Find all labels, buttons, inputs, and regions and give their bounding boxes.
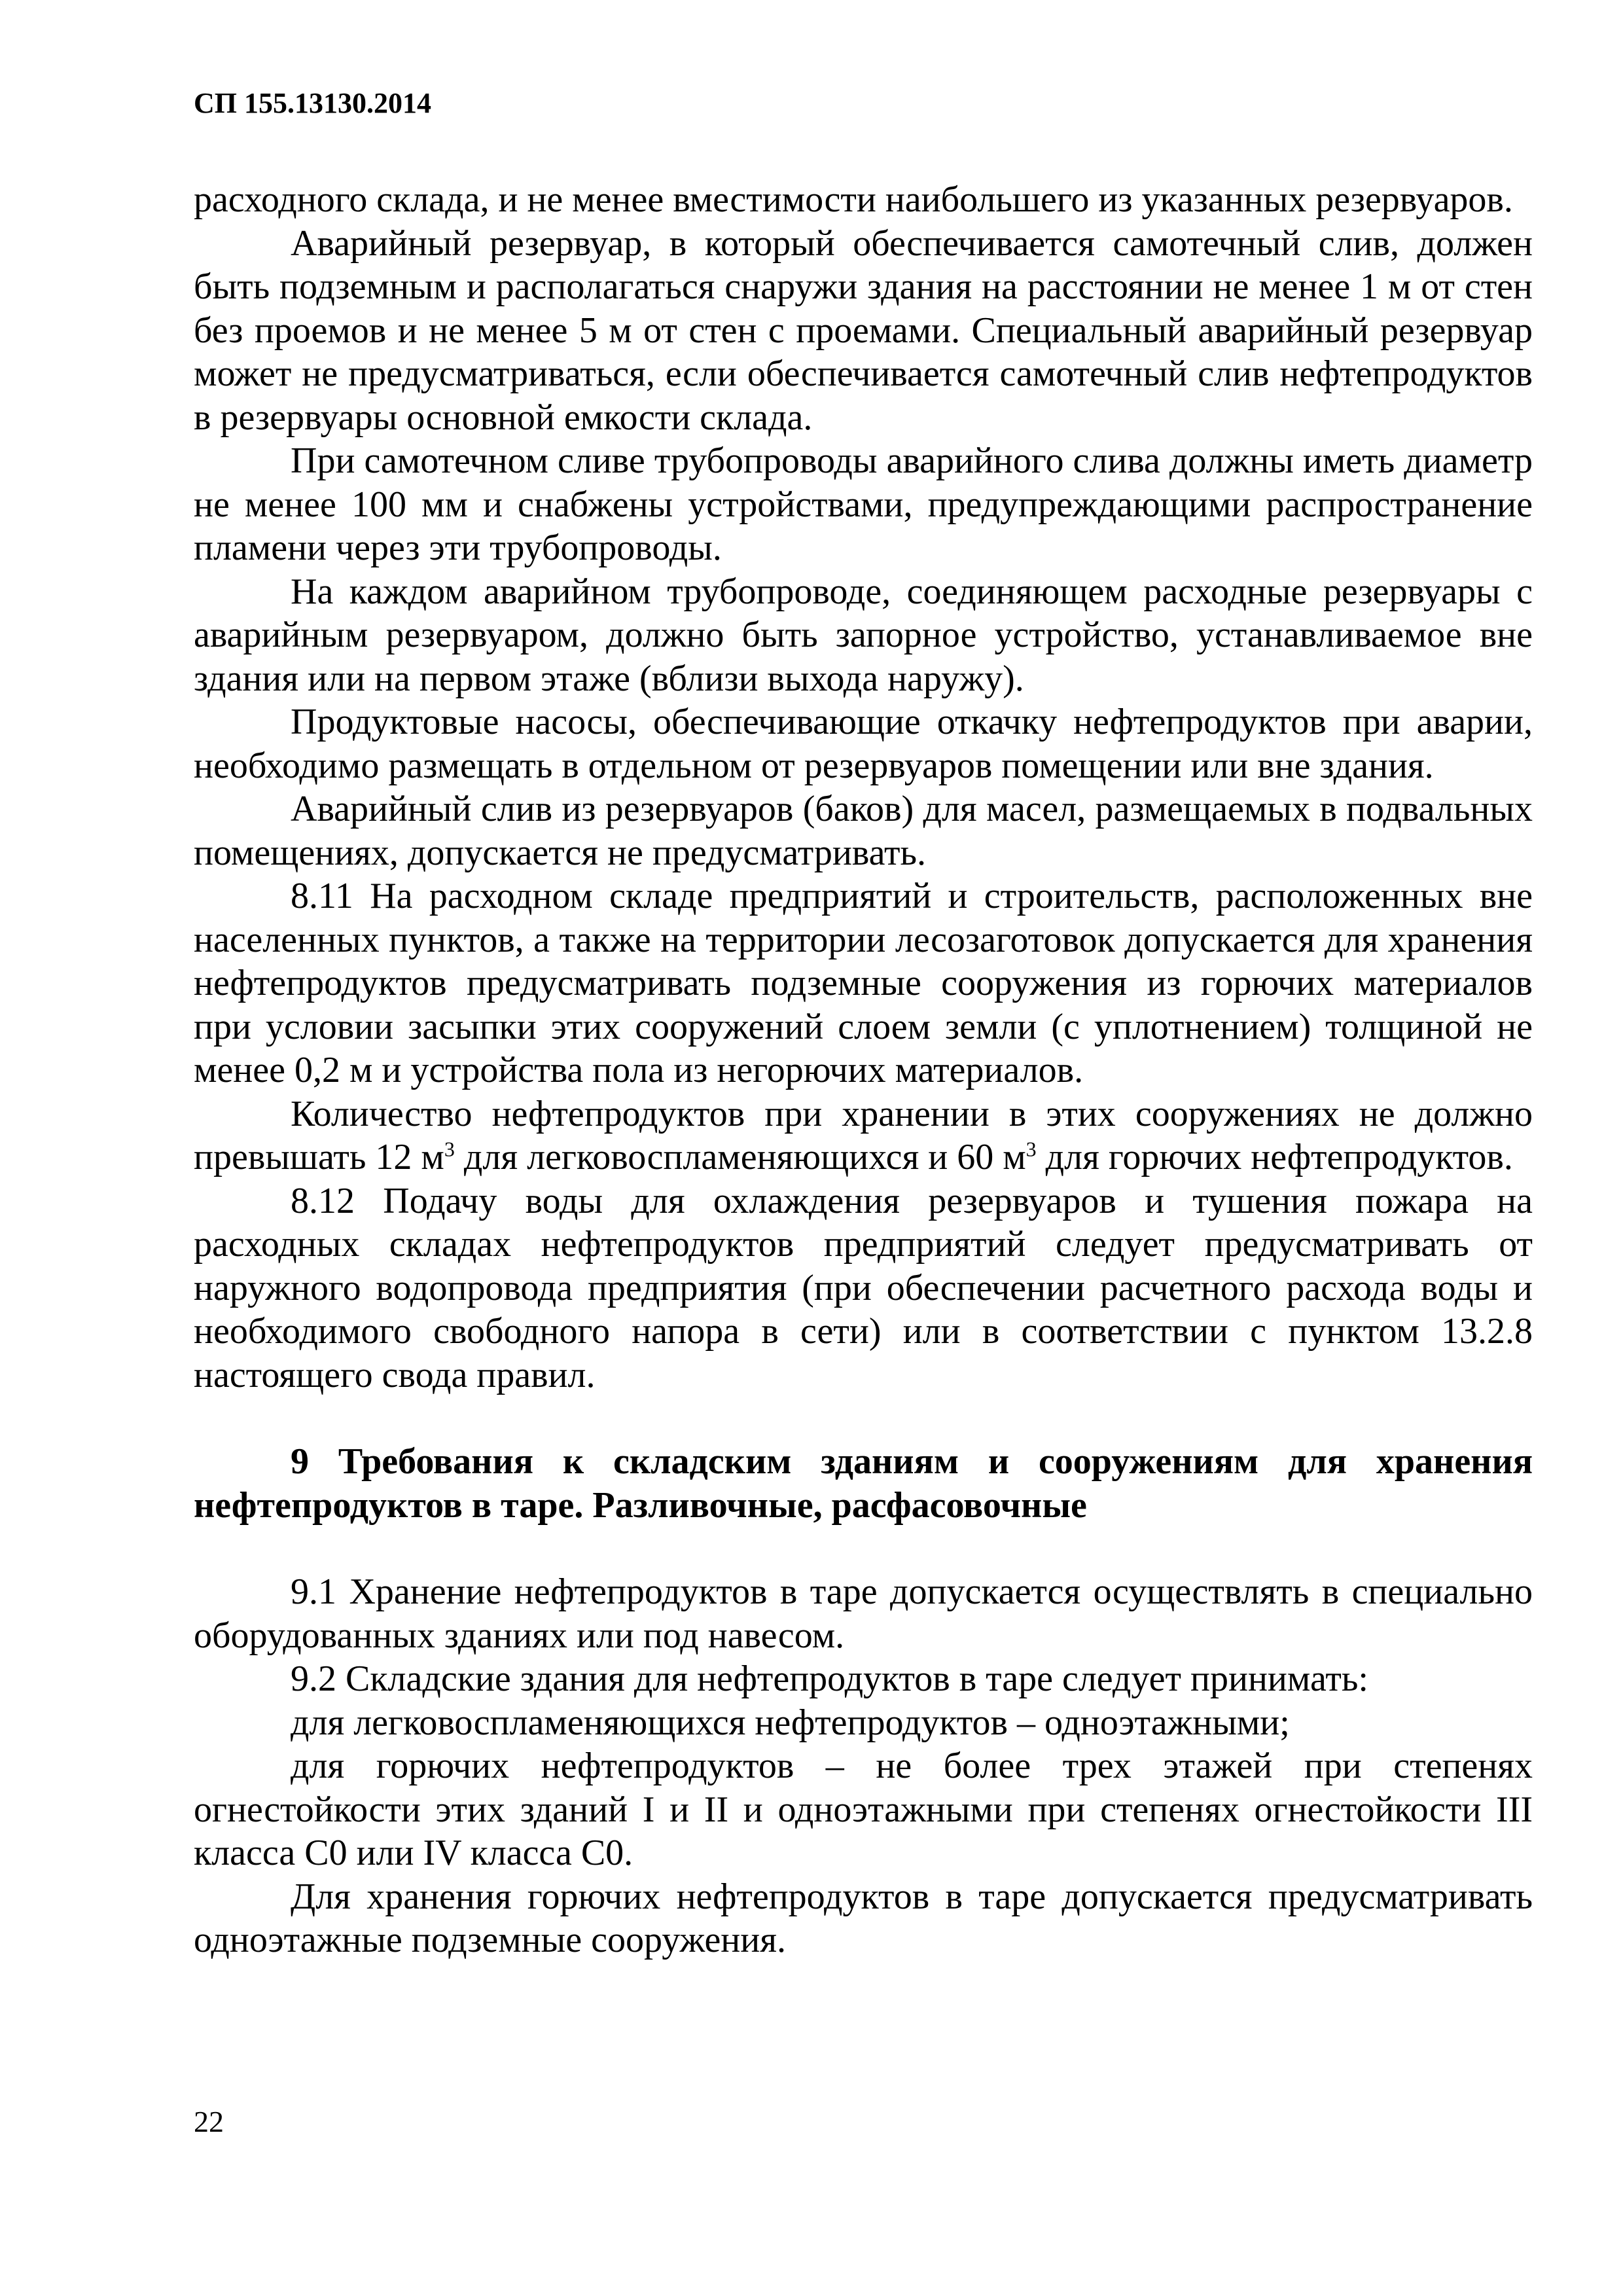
paragraph-continuation: расходного склада, и не менее вместимости наибольшего из указанных резервуаров. <box>194 179 1513 220</box>
paragraph-emergency-tank: Аварийный резервуар, в который обеспечивается самотечный слив, должен быть подземным и располагаться снаружи здания на расстоянии не менее 1 м от стен без проемов и не менее 5 м от стен с проемами. Специальный аварийный резервуар может не предусматриваться, если обеспечивается самотечный слив нефтепродуктов в резервуары основной емкости склада. <box>194 223 1533 438</box>
quantity-text-2: для легковоспламеняющихся и 60 м <box>454 1137 1026 1177</box>
quantity-text-3: для горючих нефтепродуктов. <box>1036 1137 1513 1177</box>
paragraph-8-12: 8.12 Подачу воды для охлаждения резервуаров и тушения пожара на расходных складах нефтепродуктов предприятий следует предусматривать от наружного водопровода предприятия (при обеспечении расчетного расхода воды и необходимого свободного напора в сети) или в соответствии с пунктом 13.2.8 настоящего свода правил. <box>194 1180 1533 1395</box>
paragraph-flammable: для легковоспламеняющихся нефтепродуктов – одноэтажными; <box>291 1702 1290 1743</box>
document-code-header: СП 155.13130.2014 <box>194 87 431 119</box>
paragraph-8-11: 8.11 На расходном складе предприятий и строительств, расположенных вне населенных пунктов, а также на территории лесозаготовок допускается для хранения нефтепродуктов предусматривать подземные сооружения из горючих материалов при условии засыпки этих сооружений слоем земли (с уплотнением) толщиной не менее 0,2 м и устройства пола из негорючих материалов. <box>194 876 1533 1090</box>
superscript-cubic-1: 3 <box>444 1137 455 1161</box>
paragraph-gravity-drain: При самотечном сливе трубопроводы аварийного слива должны иметь диаметр не менее 100 мм и снабжены устройствами, предупреждающими распространение пламени через эти трубопроводы. <box>194 440 1533 568</box>
paragraph-combustible: для горючих нефтепродуктов – не более трех этажей при степенях огнестойкости этих зданий I и II и одноэтажными при степенях огнестойкости III класса С0 или IV класса С0. <box>194 1746 1533 1873</box>
paragraph-product-pumps: Продуктовые насосы, обеспечивающие откачку нефтепродуктов при аварии, необходимо размещать в отдельном от резервуаров помещении или вне здания. <box>194 702 1533 786</box>
paragraph-oil-tanks: Аварийный слив из резервуаров (баков) для масел, размещаемых в подвальных помещениях, допускается не предусматривать. <box>194 789 1533 873</box>
quantity-text-1: Количество нефтепродуктов при хранении в этих сооружениях не должно превышать 12 м <box>194 1093 1533 1177</box>
section-9-heading: 9 Требования к складским зданиям и сооружениям для хранения нефтепродуктов в таре. Разливочные, расфасовочные <box>194 1441 1533 1526</box>
paragraph-quantity <box>194 1092 1533 1179</box>
paragraph-shutoff-device: На каждом аварийном трубопроводе, соединяющем расходные резервуары с аварийным резервуаром, должно быть запорное устройство, устанавливаемое вне здания или на первом этаже (вблизи выхода наружу). <box>194 571 1533 699</box>
document-body <box>194 178 1533 1962</box>
paragraph-9-1: 9.1 Хранение нефтепродуктов в таре допускается осуществлять в специально оборудованных зданиях или под навесом. <box>194 1571 1533 1656</box>
superscript-cubic-2: 3 <box>1026 1137 1037 1161</box>
paragraph-9-2: 9.2 Складские здания для нефтепродуктов в таре следует принимать: <box>291 1659 1368 1699</box>
paragraph-underground: Для хранения горючих нефтепродуктов в таре допускается предусматривать одноэтажные подземные сооружения. <box>194 1876 1533 1960</box>
page-number: 22 <box>194 2105 224 2138</box>
